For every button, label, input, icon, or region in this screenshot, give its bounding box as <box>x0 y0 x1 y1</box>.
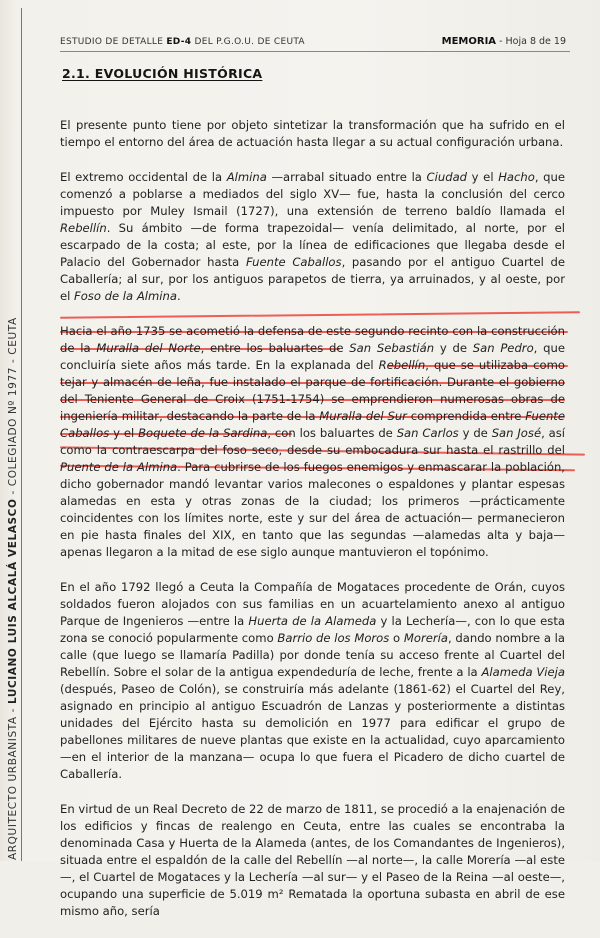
text-run: El extremo occidental de la <box>60 170 227 184</box>
place-name: San José <box>491 426 542 440</box>
text-run: y de <box>434 341 473 355</box>
text-run: y la Lechería—, con lo que esta zona se conoció popularmente como <box>60 614 565 645</box>
place-name: Muralla del Sur <box>319 409 407 423</box>
text-run: , con los baluartes de <box>267 426 397 440</box>
sidebar-credit <box>0 0 26 861</box>
place-name: Foso de la Almina <box>74 289 177 303</box>
place-name: Rebellín <box>378 358 426 372</box>
place-name: Fuente Caballos <box>60 409 565 440</box>
text-run: —arrabal situado entre la <box>266 170 427 184</box>
text-run: , que comenzó a poblarse a mediados del siglo XV— fue, hasta la conclusión del cerco impuesto por Muley Ismail (1727), una extensión de terreno baldío llamada el <box>60 170 565 218</box>
place-name: Almina <box>226 170 267 184</box>
place-name: Huerta de la Alameda <box>248 614 377 628</box>
place-name: Fuente Caballos <box>245 255 342 269</box>
architect-credit <box>7 10 19 860</box>
text-run: y el <box>467 170 499 184</box>
page-header <box>60 35 570 52</box>
paragraph-1735 <box>60 323 565 561</box>
place-name: Hacho <box>498 170 535 184</box>
text-run: Hacia el año 1735 se acometió la defensa de este segundo recinto con la construcción de la <box>60 324 565 355</box>
credit-prefix: ARQUITECTO URBANISTA - <box>7 704 19 860</box>
paragraph-1792 <box>60 579 565 783</box>
place-name: San Sebastián <box>349 341 435 355</box>
sidebar-divider <box>21 8 22 861</box>
paragraph-intro: El presente punto tiene por objeto sintetizar la transformación que ha sufrido en el tiempo el entorno del área de actuación hasta llegar a su actual configuración urbana. <box>60 118 565 149</box>
text-run: , entre los baluartes de <box>200 341 350 355</box>
architect-name: LUCIANO LUIS ALCALÁ VELASCO <box>7 498 19 705</box>
header-section-label: MEMORIA <box>441 36 497 47</box>
place-name: Barrio de los Moros <box>277 631 390 645</box>
text-run: comprendida entre <box>406 409 526 423</box>
text-run: . Para cubrirse de los fuegos enemigos y enmascarar la población, dicho gobernador mandó levantar varios malecones o espaldones y plantar espesas alamedas en esta y otras zonas de la ciudad; los primeros —prácticamente coincidentes con los límites norte, este y sur del área de actuación— permanecieron en pie hasta finales del XIX, en tanto que las segundas —alamedas alta y baja— apenas llegaron a la mitad de ese siglo aunque mantuvieron el topónimo. <box>60 460 565 559</box>
header-code: ED-4 <box>166 37 192 47</box>
document-body <box>60 117 565 938</box>
place-name: Ciudad <box>426 170 468 184</box>
place-name: Rebellín <box>60 221 107 235</box>
header-study-title <box>60 37 305 47</box>
text-run: , que concluiría siete años más tarde. En la explanada del <box>60 341 565 372</box>
paragraph-1811: En virtud de un Real Decreto de 22 de marzo de 1811, se procedió a la enajenación de los edificios y fincas de realengo en Ceuta, entre las cuales se encontraba la denominada Casa y Huerta de la Alameda (antes, de los Comandantes de Ingenieros), situada entre el espaldón de la calle del Rebellín —al norte—, la calle Morería —al este—, el Cuartel de Mogataces y la Lechería —al sur— y el Paseo de la Reina —al oeste—, ocupando una superficie de 5.019 m² Rematada la oportuna subasta en abril de ese mismo año, sería <box>60 802 565 918</box>
text-run: . Su ámbito —de forma trapezoidal— venía delimitado, al norte, por el escarpado de la costa; al este, por la línea de edificaciones que llegaba desde el Palacio del Gobernador hasta <box>60 221 565 269</box>
paragraph-almina <box>60 169 565 305</box>
header-prefix: ESTUDIO DE DETALLE <box>60 37 167 47</box>
text-run: En el año 1792 llegó a Ceuta la Compañía de Mogataces procedente de Orán, cuyos soldados fueron alojados con sus familias en un acuartelamiento anexo al antiguo Parque de Ingenieros —entre la <box>60 580 565 628</box>
text-run: , dando nombre a la calle (que luego se llamaría Padilla) por donde tenía su acceso frente al Cuartel del Rebellín. Sobre el solar de la antigua expendeduría de leche, frente a la <box>60 631 565 679</box>
text-run: , así como la contraescarpa del foso seco, desde su embocadura sur hasta el rastrillo del <box>60 426 566 457</box>
text-run: , que se utilizaba como tejar y almacén de leña, fue instalado el parque de fortificación. Durante el gobierno del Teniente General de Croix (1751-1754) se emprendieron numerosas obras de ingeniería militar, destacando la parte de la <box>60 358 565 423</box>
place-name: Boquete de la Sardina <box>138 426 268 440</box>
place-name: San Carlos <box>396 426 459 440</box>
text-run: . <box>176 289 181 303</box>
header-page-number: - Hoja 8 de 19 <box>496 36 566 47</box>
place-name: Muralla del Norte <box>96 341 201 355</box>
header-suffix: DEL P.G.O.U. DE CEUTA <box>191 37 305 47</box>
text-run: , pasando por el antiguo Cuartel de Caballería; al sur, por los antiguos parapetos de tierra, ya arruinados, y al oeste, por el <box>60 255 565 303</box>
text-run: y de <box>458 426 492 440</box>
text-run: y el <box>109 426 139 440</box>
place-name: San Pedro <box>472 341 534 355</box>
place-name: Morería <box>403 631 448 645</box>
header-page-info <box>442 36 566 47</box>
place-name: Alameda Vieja <box>481 665 565 679</box>
text-run: (después, Paseo de Colón), se construiría más adelante (1861-62) el Cuartel del Rey, asignado en principio al antiguo Escuadrón de Lanzas y posteriormente a distintas unidades del Ejército hasta su demolición en 1977 para edificar el grupo de pabellones militares de nueve plantas que existe en la actualidad, cuyo aparcamiento —en el interior de la manzana— ocupa lo que fuera el Picadero de dicho cuartel de Caballería. <box>60 682 565 781</box>
credit-suffix: - COLEGIADO Nº 1977 - CEUTA <box>7 317 19 499</box>
text-run: o <box>389 631 404 645</box>
section-title: 2.1. EVOLUCIÓN HISTÓRICA <box>62 66 263 81</box>
place-name: Puente de la Almina <box>60 460 178 474</box>
